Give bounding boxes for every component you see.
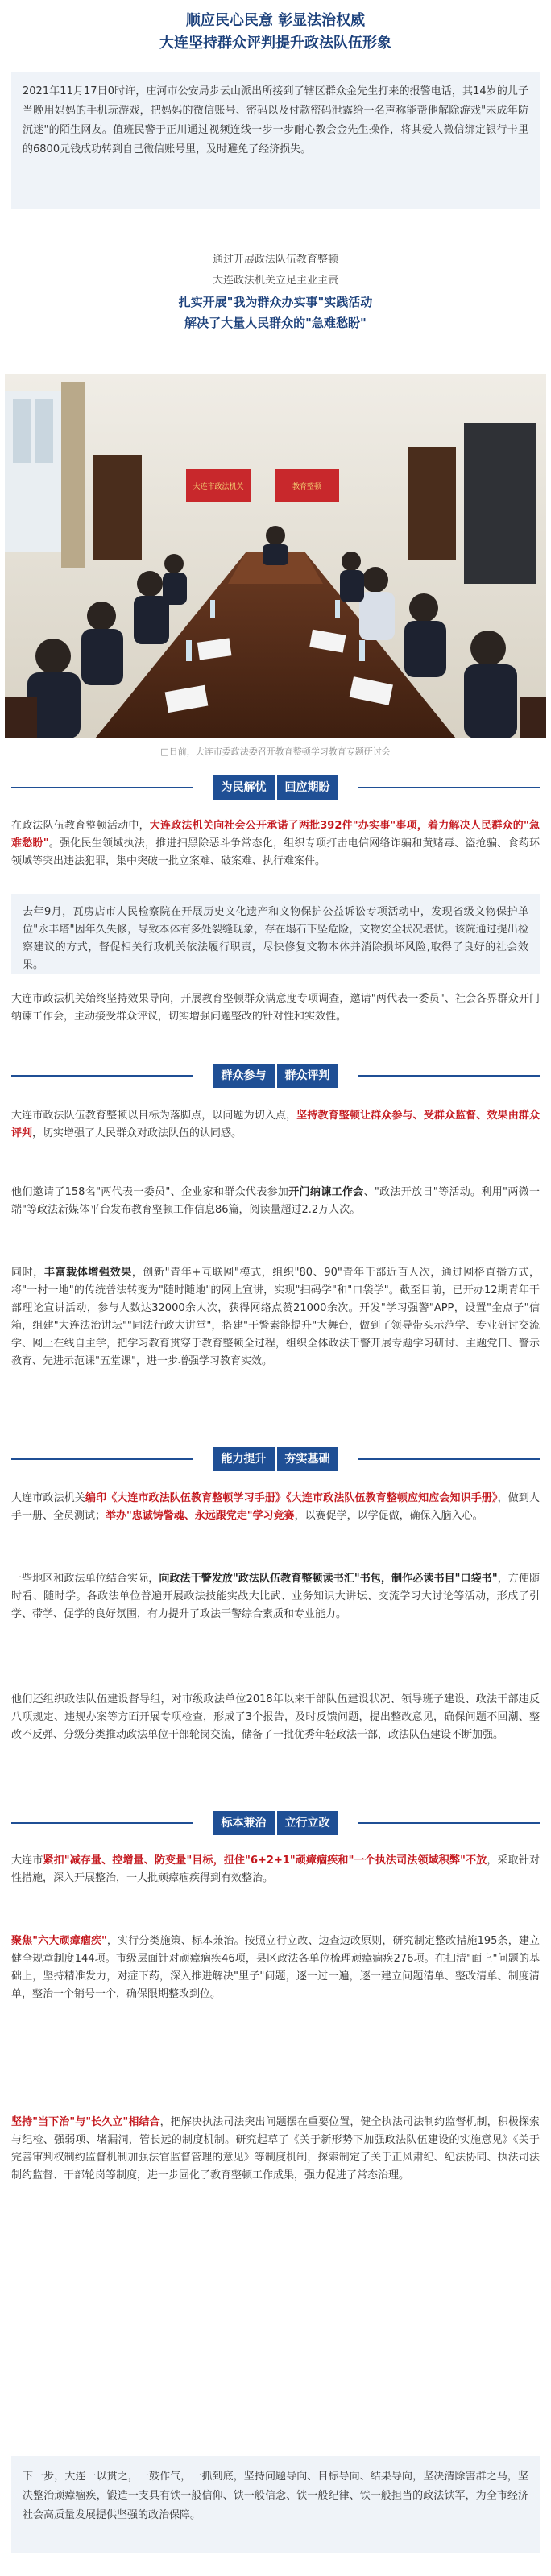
section3-p2-highlight: 向政法干警发放"政法队伍教育整顿读书汇"书包，制作必读书目"口袋书" (159, 1573, 498, 1585)
badge-line-right (358, 787, 540, 788)
section3-p1-b: 编印《大连市政法队伍教育整顿学习手册》《大连市政法队伍教育整顿应知应会知识手册》 (85, 1492, 498, 1504)
section3-p3-text: 他们还组织政法队伍建设督导组，对市级政法单位2018年以来干部队伍建设状况、领导班子建设、政法干部违反八项规定、违规办案等方面开展专项检查，形成了3个报告，及时反馈问题，提出整改意见，确保问题不回潮、整改不反弹、分级分类推动政法单位干部轮岗交流，储备了一批优秀年轻政法干部，政法队伍建设不断加强。 (11, 1693, 540, 1741)
badge-right-label: 回应期盼 (275, 775, 338, 800)
section4-p3-highlight: 坚持"当下治"与"长久立"相结合 (11, 2116, 160, 2128)
section2-p2-highlight: 开门纳谏工作会 (288, 1186, 364, 1198)
section2-p1-lead: 大连市政法队伍教育整顿以目标为落脚点，以问题为切入点， (11, 1110, 297, 1122)
lead-lines (0, 250, 551, 333)
section1-p1-highlight: 大连政法机关向社会公开承诺了两批392件"办实事"事项，着力解决人民群众的"急难愁盼" (11, 820, 540, 850)
intro-text: 2021年11月17日0时许，庄河市公安局步云山派出所接到了辖区群众金先生打来的报警电话，其14岁的儿子当晚用妈妈的手机玩游戏，把妈妈的微信账号、密码以及付款密码泄露给一名声称能帮他解除游戏"未成年防沉迷"的陌生网友。值班民警于正川通过视频连线一步一步耐心教会金先生操作，将其爱人微信绑定银行卡里的6800元钱成功转到自己微信账号里，及时避免了经济损失。 (23, 85, 528, 155)
section2-p1-tail: ，切实增强了人民群众对政法队伍的认同感。 (32, 1127, 242, 1139)
badge-right-label: 夯实基础 (275, 1447, 338, 1471)
section4-p1-lead: 大连市 (11, 1854, 44, 1867)
section3-paragraph-2 (11, 1570, 540, 1623)
article-header (0, 0, 551, 66)
badge-left-label: 群众参与 (213, 1064, 275, 1088)
section2-p3-lead: 同时， (11, 1267, 44, 1279)
section-badge-2 (0, 1063, 551, 1089)
badge-line-right (358, 1075, 540, 1077)
badge-line-left (11, 1458, 193, 1460)
intro-box (11, 72, 540, 209)
banner-left-label: 大连市政法机关 (193, 483, 244, 491)
section1-paragraph-2 (11, 990, 540, 1026)
section4-paragraph-2 (11, 1933, 540, 2003)
section3-p2-tail: ，方便随时看、随时学。各政法单位普遍开展政法技能实战大比武、业务知识大讲坛、交流学习大讨论等活动，形成了引学、带学、促学的良好氛围，有力提升了政法干警综合素质和专业能力。 (11, 1573, 540, 1620)
closing-box (11, 2456, 540, 2553)
badge-line-right (358, 1822, 540, 1824)
section1-case-text: 去年9月，瓦房店市人民检察院在开展历史文化遗产和文物保护公益诉讼专项活动中，发现省级文物保护单位"永丰塔"因年久失修，导致本体有多处裂缝现象，存在塌石下坠危险，文物安全状况堪忧。该院通过提出检察建议的方式，督促相关行政机关依法履行职责，尽快修复文物本体并消除损坏风险,取得了良好的社会效果。 (23, 906, 528, 971)
section4-p2-highlight: 聚焦"六大顽瘴痼疾" (11, 1935, 107, 1947)
section2-p2-tail: 、"政法开放日"等活动。利用"两微一端"等政法新媒体平台发布教育整顿工作信息86篇，阅读量超过2.2万人次。 (11, 1186, 540, 1216)
meeting-photo (5, 374, 546, 738)
section4-p1-tail: ，采取针对性措施，深入开展整治，一大批顽瘴痼疾得到有效整治。 (11, 1854, 540, 1884)
headline-line-1: 顺应民心民意 彰显法治权威 (185, 12, 366, 29)
section4-paragraph-1 (11, 1852, 540, 1888)
badge-right-label: 立行立改 (275, 1811, 338, 1835)
section1-p1-tail: 。强化民生领域执法，推进扫黑除恶斗争常态化，组织专项打击电信网络诈骗和黄赌毒、盗抢骗、食药环领域等突出违法犯罪，集中突破一批立案难、破案难、执行难案件。 (11, 837, 540, 867)
lead-line-3: 扎实开展"我为群众办实事"实践活动 (178, 295, 373, 309)
section1-p1-lead: 在政法队伍教育整顿活动中， (11, 820, 150, 832)
section3-p1-c: ，做到人手一册、全员测试； (11, 1492, 540, 1522)
banner-right-label: 教育整顿 (292, 483, 322, 491)
section2-p2-lead: 他们邀请了158名"两代表一委员"、企业家和群众代表参加 (11, 1186, 289, 1198)
section4-paragraph-3 (11, 2114, 540, 2185)
badge-right-label: 群众评判 (275, 1064, 338, 1088)
section2-p3-highlight: 丰富载体增强效果 (44, 1267, 132, 1279)
section-badge-3 (0, 1446, 551, 1472)
badge-left-label: 标本兼治 (213, 1811, 275, 1835)
badge-line-right (358, 1458, 540, 1460)
section3-p2-lead: 一些地区和政法单位结合实际， (11, 1573, 160, 1585)
badge-line-left (11, 1075, 193, 1077)
section4-p1-highlight: 紧扣"减存量、控增量、防变量"目标，扭住"6+2+1"顽瘴痼疾和"一个执法司法领域积弊"不放 (43, 1854, 487, 1867)
photo-caption: □日前，大连市委政法委召开教育整顿学习教育专题研讨会 (160, 746, 391, 757)
section1-case-box (11, 894, 540, 974)
lead-line-2: 大连政法机关立足主业主责 (212, 275, 338, 287)
section3-p1-d: 举办"忠诚铸警魂、永远跟党走"学习竞赛 (106, 1510, 295, 1522)
section4-p2-body: ，实行分类施策、标本兼治。按照立行立改、边查边改原则，研究制定整改措施195条，建立健全规章制度144项。市级层面针对顽瘴痼疾46项，县区政法各单位梳理顽瘴痼疾276项。在扫清"面上"问题的基础上，坚持精准发力，对症下药，深入推进解决"里子"问题，逐一过一遍，逐一建立问题清单、整改清单、制度清单，整治一个销号一个，确保限期整改到位。 (11, 1935, 540, 2000)
section-badge-1 (0, 775, 551, 800)
section1-paragraph-1 (11, 817, 540, 870)
badge-line-left (11, 1822, 193, 1824)
lead-line-4: 解决了大量人民群众的"急难愁盼" (184, 316, 367, 330)
badge-left-label: 能力提升 (213, 1447, 275, 1471)
badge-left-label: 为民解忧 (213, 775, 275, 800)
closing-text: 下一步，大连一以贯之，一鼓作气，一抓到底，坚持问题导向、目标导向、结果导向，坚决清除害群之马，坚决整治顽瘴痼疾，锻造一支具有铁一般信仰、铁一般信念、铁一般纪律、铁一般担当的政法铁军，为全市经济社会高质量发展提供坚强的政治保障。 (23, 2471, 528, 2521)
badge-line-left (11, 787, 193, 788)
headline-line-2: 大连坚持群众评判提升政法队伍形象 (160, 35, 392, 52)
section3-p1-a: 大连市政法机关 (11, 1492, 85, 1504)
section2-p1-highlight: 坚持教育整顿让群众参与、受群众监督、效果由群众评判 (11, 1110, 540, 1139)
section2-paragraph-2 (11, 1184, 540, 1219)
meeting-photo-illustration (5, 374, 546, 738)
section2-paragraph-3 (11, 1264, 540, 1371)
section4-p3-body: ，把解决执法司法突出问题摆在重要位置，健全执法司法制约监督机制，积极探索与纪检、强弱项、堵漏洞，管长远的制度机制。研究起草了《关于新形势下加强政法队伍建设的实施意见》《关于完善审判权制约监督机制加强法官监督管理的意见》等制度机制，探索制定了关于正风肃纪、纪法协同、执法司法制约监督、干部轮岗等制度，进一步固化了教育整顿工作成果，强力促进了常态治理。 (11, 2116, 540, 2181)
section2-p3-tail: ，创新"青年+互联网"模式，组织"80、90"青年干部近百人次，通过网格直播方式，将"一村一地"的传统普法转变为"随时随地"的网上宣讲，实现"扫码学"和"口袋学"。截至目前，已开办12期青年干部理论宣讲活动，参与人数达32000余人次，获得网络点赞21000余次。开发"学习强警"APP，设置"金点子"信箱，组建"大连法治讲坛""同法行政大讲堂"，搭建"干警素能提升"大舞台，做到了领导带头示范学、专业研讨交流学、网上在线自主学，把学习教育贯穿于教育整顿全过程，组织全体政法干警开展专题学习研讨、主题党日、警示教育、先进示范课"五堂课"，进一步增强学习教育实效。 (11, 1267, 540, 1367)
section3-paragraph-3 (11, 1691, 540, 1744)
section1-p2-text: 大连市政法机关始终坚持效果导向，开展教育整顿群众满意度专项调查，邀请"两代表一委员"、社会各界群众开门纳谏工作会，主动接受群众评议，切实增强问题整改的针对性和实效性。 (11, 993, 540, 1023)
lead-line-1: 通过开展政法队伍教育整顿 (212, 254, 338, 266)
section2-paragraph-1 (11, 1107, 540, 1143)
section-badge-4 (0, 1810, 551, 1836)
section3-paragraph-1 (11, 1490, 540, 1525)
section3-p1-e: ，以赛促学，以学促做，确保入脑入心。 (294, 1510, 483, 1522)
